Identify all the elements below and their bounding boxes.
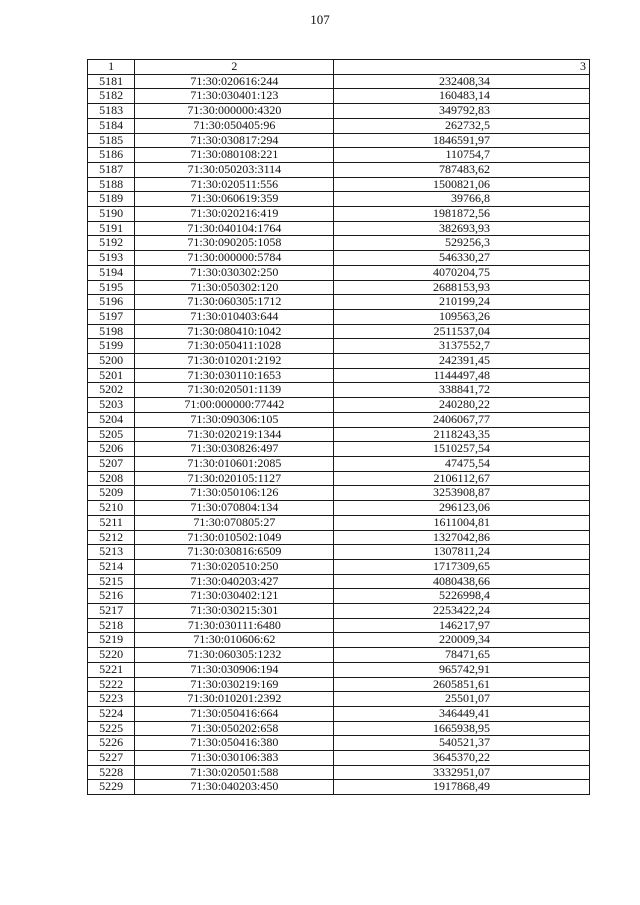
value-cell: 4070204,75	[334, 265, 590, 280]
row-number-cell: 5194	[88, 265, 135, 280]
value-cell: 109563,26	[334, 309, 590, 324]
value-cell: 262732,5	[334, 118, 590, 133]
value-cell: 338841,72	[334, 383, 590, 398]
value-cell: 210199,24	[334, 295, 590, 310]
row-number-cell: 5190	[88, 207, 135, 222]
value-cell: 110754,7	[334, 148, 590, 163]
value-cell: 1917868,49	[334, 780, 590, 795]
row-number-cell: 5210	[88, 501, 135, 516]
table-row	[88, 251, 590, 266]
value-cell: 382693,93	[334, 221, 590, 236]
cadastral-number-cell: 71:30:060619:359	[135, 192, 334, 207]
cadastral-number-cell: 71:30:050416:664	[135, 706, 334, 721]
row-number-cell: 5228	[88, 765, 135, 780]
row-number-cell: 5203	[88, 398, 135, 413]
table-row	[88, 501, 590, 516]
cadastral-number-cell: 71:30:020219:1344	[135, 427, 334, 442]
table-row	[88, 515, 590, 530]
row-number-cell: 5227	[88, 751, 135, 766]
row-number-cell: 5184	[88, 118, 135, 133]
value-cell: 1665938,95	[334, 721, 590, 736]
table-row	[88, 442, 590, 457]
row-number-cell: 5224	[88, 706, 135, 721]
row-number-cell: 5185	[88, 133, 135, 148]
value-cell: 220009,34	[334, 633, 590, 648]
cadastral-number-cell: 71:30:050202:658	[135, 721, 334, 736]
cadastral-number-cell: 71:30:060305:1712	[135, 295, 334, 310]
value-cell: 146217,97	[334, 618, 590, 633]
cadastral-number-cell: 71:30:020105:1127	[135, 471, 334, 486]
value-cell: 3253908,87	[334, 486, 590, 501]
value-cell: 540521,37	[334, 736, 590, 751]
cadastral-number-cell: 71:30:030106:383	[135, 751, 334, 766]
value-cell: 2406067,77	[334, 412, 590, 427]
cadastral-number-cell: 71:30:050411:1028	[135, 339, 334, 354]
row-number-cell: 5206	[88, 442, 135, 457]
table-row	[88, 471, 590, 486]
table-row	[88, 765, 590, 780]
cadastral-number-cell: 71:30:010502:1049	[135, 530, 334, 545]
cadastral-number-cell: 71:30:070805:27	[135, 515, 334, 530]
value-cell: 39766,8	[334, 192, 590, 207]
table-row	[88, 677, 590, 692]
cadastral-number-cell: 71:30:020501:588	[135, 765, 334, 780]
table-row	[88, 383, 590, 398]
table-row	[88, 736, 590, 751]
table-body	[88, 74, 590, 794]
cadastral-number-cell: 71:30:050106:126	[135, 486, 334, 501]
row-number-cell: 5181	[88, 74, 135, 89]
table-row	[88, 398, 590, 413]
row-number-cell: 5200	[88, 354, 135, 369]
row-number-cell: 5197	[88, 309, 135, 324]
value-cell: 2253422,24	[334, 604, 590, 619]
value-cell: 1327042,86	[334, 530, 590, 545]
table-row	[88, 368, 590, 383]
row-number-cell: 5191	[88, 221, 135, 236]
cadastral-number-cell: 71:30:020216:419	[135, 207, 334, 222]
value-cell: 349792,83	[334, 104, 590, 119]
table-row	[88, 604, 590, 619]
table-row	[88, 486, 590, 501]
value-cell: 529256,3	[334, 236, 590, 251]
value-cell: 296123,06	[334, 501, 590, 516]
cadastral-number-cell: 71:30:000000:5784	[135, 251, 334, 266]
row-number-cell: 5188	[88, 177, 135, 192]
table-row	[88, 692, 590, 707]
row-number-cell: 5183	[88, 104, 135, 119]
value-cell: 1307811,24	[334, 545, 590, 560]
page-number: 107	[310, 12, 330, 27]
table-row	[88, 309, 590, 324]
value-cell: 1717309,65	[334, 559, 590, 574]
row-number-cell: 5182	[88, 89, 135, 104]
value-cell: 1981872,56	[334, 207, 590, 222]
cadastral-number-cell: 71:30:090306:105	[135, 412, 334, 427]
value-cell: 160483,14	[334, 89, 590, 104]
value-cell: 2118243,35	[334, 427, 590, 442]
table-row	[88, 354, 590, 369]
row-number-cell: 5195	[88, 280, 135, 295]
table-row	[88, 618, 590, 633]
table-row	[88, 133, 590, 148]
cadastral-number-cell: 71:30:030215:301	[135, 604, 334, 619]
table-row	[88, 265, 590, 280]
row-number-cell: 5213	[88, 545, 135, 560]
cadastral-number-cell: 71:30:030111:6480	[135, 618, 334, 633]
cadastral-number-cell: 71:30:020501:1139	[135, 383, 334, 398]
cadastral-number-cell: 71:30:050203:3114	[135, 162, 334, 177]
cadastral-number-cell: 71:30:050302:120	[135, 280, 334, 295]
row-number-cell: 5204	[88, 412, 135, 427]
value-cell: 3645370,22	[334, 751, 590, 766]
value-cell: 965742,91	[334, 662, 590, 677]
value-cell: 546330,27	[334, 251, 590, 266]
row-number-cell: 5214	[88, 559, 135, 574]
value-cell: 1144497,48	[334, 368, 590, 383]
table-row	[88, 74, 590, 89]
table-row	[88, 589, 590, 604]
row-number-cell: 5187	[88, 162, 135, 177]
cadastral-number-cell: 71:30:030816:6509	[135, 545, 334, 560]
cadastral-number-cell: 71:30:010403:644	[135, 309, 334, 324]
table-row	[88, 295, 590, 310]
value-cell: 232408,34	[334, 74, 590, 89]
row-number-cell: 5226	[88, 736, 135, 751]
cadastral-number-cell: 71:30:000000:4320	[135, 104, 334, 119]
row-number-cell: 5215	[88, 574, 135, 589]
cadastral-number-cell: 71:30:030302:250	[135, 265, 334, 280]
table-header-row	[88, 60, 590, 75]
value-cell: 25501,07	[334, 692, 590, 707]
row-number-cell: 5186	[88, 148, 135, 163]
table-row	[88, 545, 590, 560]
table-row	[88, 339, 590, 354]
cadastral-number-cell: 71:30:030110:1653	[135, 368, 334, 383]
row-number-cell: 5208	[88, 471, 135, 486]
cadastral-number-cell: 71:30:030402:121	[135, 589, 334, 604]
cadastral-value-table	[87, 59, 590, 795]
value-cell: 47475,54	[334, 456, 590, 471]
value-cell: 2605851,61	[334, 677, 590, 692]
row-number-cell: 5217	[88, 604, 135, 619]
row-number-cell: 5223	[88, 692, 135, 707]
table-row	[88, 530, 590, 545]
value-cell: 5226998,4	[334, 589, 590, 604]
row-number-cell: 5201	[88, 368, 135, 383]
cadastral-number-cell: 71:30:030219:169	[135, 677, 334, 692]
table-row	[88, 780, 590, 795]
table-row	[88, 559, 590, 574]
cadastral-number-cell: 71:30:040203:427	[135, 574, 334, 589]
row-number-cell: 5229	[88, 780, 135, 795]
row-number-cell: 5192	[88, 236, 135, 251]
cadastral-number-cell: 71:30:010201:2392	[135, 692, 334, 707]
row-number-cell: 5193	[88, 251, 135, 266]
table-row	[88, 633, 590, 648]
row-number-cell: 5220	[88, 648, 135, 663]
table-row	[88, 118, 590, 133]
table-row	[88, 648, 590, 663]
table-row	[88, 89, 590, 104]
cadastral-number-cell: 71:30:050405:96	[135, 118, 334, 133]
cadastral-number-cell: 71:30:060305:1232	[135, 648, 334, 663]
header-col-3: 3	[334, 60, 590, 75]
table-row	[88, 706, 590, 721]
table-row	[88, 236, 590, 251]
row-number-cell: 5211	[88, 515, 135, 530]
value-cell: 346449,41	[334, 706, 590, 721]
value-cell: 787483,62	[334, 162, 590, 177]
table-row	[88, 162, 590, 177]
table-row	[88, 280, 590, 295]
table-header	[88, 60, 590, 75]
value-cell: 2511537,04	[334, 324, 590, 339]
cadastral-number-cell: 71:30:020510:250	[135, 559, 334, 574]
row-number-cell: 5198	[88, 324, 135, 339]
table-row	[88, 324, 590, 339]
table-row	[88, 221, 590, 236]
header-col-2: 2	[135, 60, 334, 75]
cadastral-number-cell: 71:30:030817:294	[135, 133, 334, 148]
value-cell: 3137552,7	[334, 339, 590, 354]
cadastral-number-cell: 71:30:030401:123	[135, 89, 334, 104]
value-cell: 240280,22	[334, 398, 590, 413]
cadastral-number-cell: 71:30:050416:380	[135, 736, 334, 751]
row-number-cell: 5189	[88, 192, 135, 207]
cadastral-number-cell: 71:30:030906:194	[135, 662, 334, 677]
header-col-1: 1	[88, 60, 135, 75]
table-row	[88, 148, 590, 163]
value-cell: 1846591,97	[334, 133, 590, 148]
row-number-cell: 5222	[88, 677, 135, 692]
cadastral-number-cell: 71:30:020616:244	[135, 74, 334, 89]
row-number-cell: 5221	[88, 662, 135, 677]
table-row	[88, 456, 590, 471]
cadastral-number-cell: 71:30:010201:2192	[135, 354, 334, 369]
cadastral-number-cell: 71:30:010601:2085	[135, 456, 334, 471]
row-number-cell: 5199	[88, 339, 135, 354]
table-row	[88, 751, 590, 766]
row-number-cell: 5219	[88, 633, 135, 648]
value-cell: 1510257,54	[334, 442, 590, 457]
value-cell: 1500821,06	[334, 177, 590, 192]
cadastral-number-cell: 71:30:020511:556	[135, 177, 334, 192]
cadastral-number-cell: 71:30:040203:450	[135, 780, 334, 795]
row-number-cell: 5209	[88, 486, 135, 501]
table-row	[88, 721, 590, 736]
cadastral-number-cell: 71:30:080410:1042	[135, 324, 334, 339]
cadastral-number-cell: 71:00:000000:77442	[135, 398, 334, 413]
row-number-cell: 5202	[88, 383, 135, 398]
table-row	[88, 207, 590, 222]
value-cell: 1611004,81	[334, 515, 590, 530]
row-number-cell: 5207	[88, 456, 135, 471]
value-cell: 242391,45	[334, 354, 590, 369]
cadastral-number-cell: 71:30:070804:134	[135, 501, 334, 516]
row-number-cell: 5216	[88, 589, 135, 604]
row-number-cell: 5212	[88, 530, 135, 545]
table-row	[88, 177, 590, 192]
table-row	[88, 662, 590, 677]
value-cell: 3332951,07	[334, 765, 590, 780]
row-number-cell: 5225	[88, 721, 135, 736]
table-row	[88, 427, 590, 442]
value-cell: 2688153,93	[334, 280, 590, 295]
cadastral-number-cell: 71:30:090205:1058	[135, 236, 334, 251]
table-row	[88, 412, 590, 427]
value-cell: 2106112,67	[334, 471, 590, 486]
table-row	[88, 574, 590, 589]
cadastral-number-cell: 71:30:010606:62	[135, 633, 334, 648]
cadastral-number-cell: 71:30:080108:221	[135, 148, 334, 163]
value-cell: 4080438,66	[334, 574, 590, 589]
table-row	[88, 192, 590, 207]
value-cell: 78471,65	[334, 648, 590, 663]
cadastral-number-cell: 71:30:030826:497	[135, 442, 334, 457]
row-number-cell: 5205	[88, 427, 135, 442]
row-number-cell: 5218	[88, 618, 135, 633]
row-number-cell: 5196	[88, 295, 135, 310]
table-row	[88, 104, 590, 119]
cadastral-number-cell: 71:30:040104:1764	[135, 221, 334, 236]
